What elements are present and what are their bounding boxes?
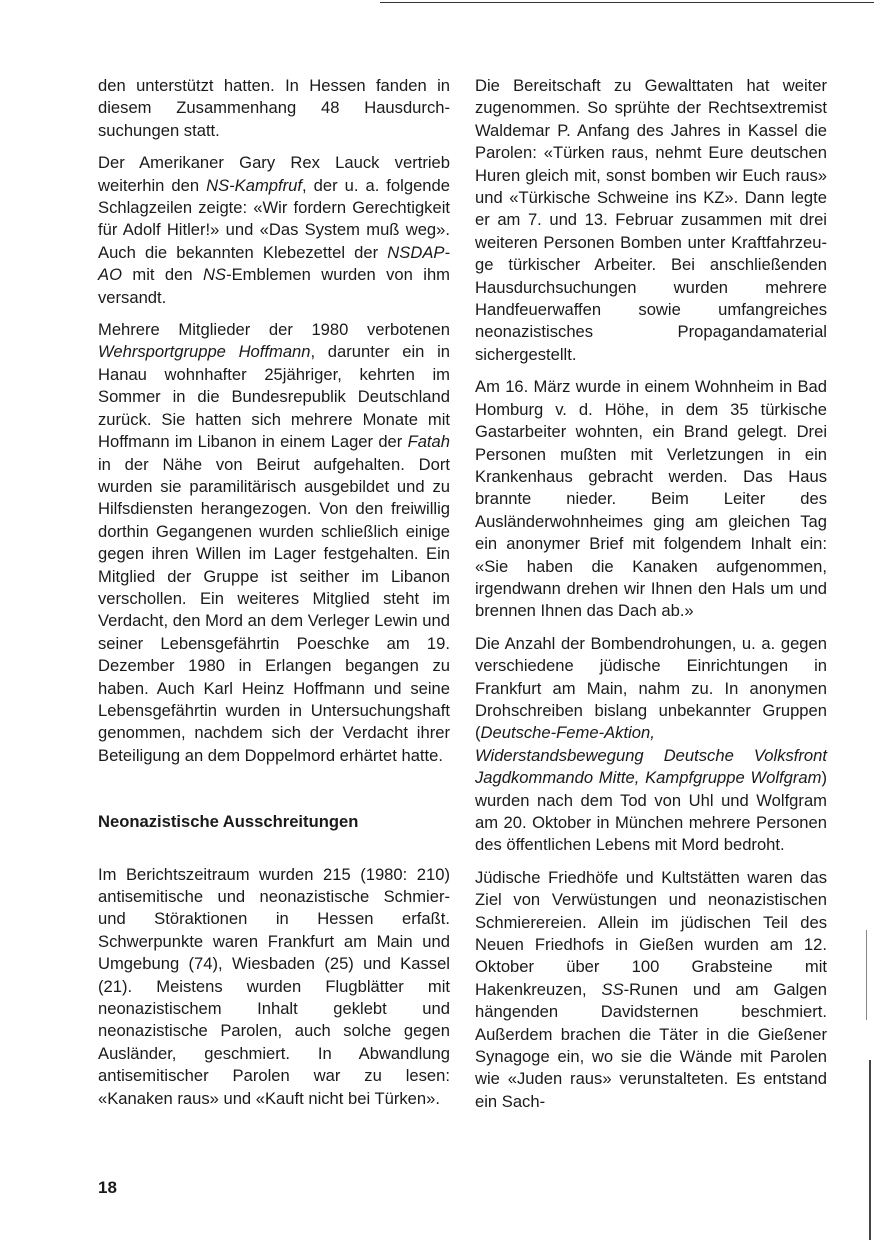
paragraph: Mehrere Mitglieder der 1980 verbotenen Wehrsportgruppe Hoffmann, darunter ein in Hanau wohnhafter 25jähriger, kehrten im Sommer in die Bundesrepublik Deutschland zurück. Sie hatten sich mehrere Monate mit Hoffmann im Libanon in einem Lager der Fatah in der Nähe von Beirut aufgehalten. Dort wurden sie paramilitärisch ausgebildet und zu Hilfsdiensten herangezogen. Von den freiwillig dorthin Gegangenen wurden schließlich einige gegen ihren Willen im Lager festgehalten. Ein Mitglied der Gruppe ist seither im Libanon verschollen. Ein weiteres Mitglied steht im Verdacht, den Mord an dem Verleger Lewin und seiner Lebensgefährtin Poeschke am 19. Dezember 1980 in Erlangen begangen zu haben. Auch Karl Heinz Hoffmann und seine Lebensgefährtin wurden in Untersuchungshaft genommen, nachdem sich der Verdacht ihrer Beteiligung an dem Doppelmord erhärtet hatte.	[98, 320, 450, 765]
scan-edge-mark	[869, 1060, 871, 1240]
paragraph: Die Bereitschaft zu Gewalttaten hat weiter zugenommen. So sprühte der Rechtsextremist Waldemar P. Anfang des Jahres in Kassel die Parolen: «Türken raus, nehmt Eure deutschen Huren gleich mit, sonst bomben wir Euch raus» und «Türkische Schweine ins KZ». Dann legte er am 7. und 13. Februar zusammen mit drei weiteren Personen Bomben unter Kraftfahrzeuge türkischer Arbeiter. Bei anschließenden Hausdurchsuchungen wurden mehrere Handfeuerwaffen sowie umfangreiches neonazistisches Propagandamaterial sichergestellt.	[475, 76, 827, 364]
paragraph: Die Anzahl der Bombendrohungen, u. a. gegen verschiedene jüdische Einrichtungen in Frankfurt am Main, nahm zu. In anonymen Drohschreiben bislang unbekannter Gruppen (Deutsche-Feme-Aktion, Widerstandsbewegung Deutsche Volksfront Jagdkommando Mitte, Kampfgruppe Wolfgram) wurden nach dem Tod von Uhl und Wolfgram am 20. Oktober in München mehrere Personen des öffentlichen Lebens mit Mord bedroht.	[475, 633, 827, 855]
scan-edge-mark	[866, 930, 867, 1020]
paragraph: Jüdische Friedhöfe und Kultstätten waren das Ziel von Verwüstungen und neonazistischen Schmierereien. Allein im jüdischen Teil des Neuen Friedhofs in Gießen wurden am 12. Oktober über 100 Grabsteine mit Hakenkreuzen, SS-Runen und am Galgen hängenden Davidsternen beschmiert. Außerdem brachen die Täter in die Gießener Synagoge ein, wo sie die Wände mit Parolen wie «Juden raus» verunstalteten. Es entstand ein Sach-	[475, 867, 827, 1111]
left-column	[98, 75, 450, 1120]
page-number: 18	[98, 1178, 117, 1197]
paragraph: Der Amerikaner Gary Rex Lauck vertrieb weiterhin den NS-Kampfruf, der u. a. folgende Schlagzeilen zeigte: «Wir fordern Gerechtigkeit für Adolf Hitler!» und «Das System muß weg». Auch die bekannten Klebezettel der NSDAP-AO mit den NS-Emblemen wurden von ihm versandt.	[98, 153, 451, 307]
right-column	[475, 75, 827, 1113]
section-heading: Neonazistische Ausschreitungen	[98, 812, 359, 832]
paragraph: den unterstützt hatten. In Hessen fanden in diesem Zusammenhang 48 Hausdurchsuchungen statt.	[98, 76, 450, 140]
top-rule	[380, 2, 874, 3]
paragraph: Am 16. März wurde in einem Wohnheim in Bad Homburg v. d. Höhe, in dem 35 türkische Gastarbeiter wohnten, ein Brand gelegt. Drei Personen mußten mit Verletzungen in ein Krankenhaus gebracht werden. Das Haus brannte nieder. Beim Leiter des Ausländerwohnheimes ging am gleichen Tag ein anonymer Brief mit folgendem Inhalt ein: «Sie haben die Kanaken aufgenommen, irgendwann drehen wir Ihnen den Hals um und brennen Ihnen das Dach ab.»	[475, 377, 827, 621]
paragraph: Im Berichtszeitraum wurden 215 (1980: 210) antisemitische und neonazistische Schmier- und Störaktionen in Hessen erfaßt. Schwerpunkte waren Frankfurt am Main und Umgebung (74), Wiesbaden (25) und Kassel (21). Meistens wurden Flugblätter mit neonazistischem Inhalt geklebt und neonazistische Parolen, auch solche gegen Ausländer, geschmiert. In Abwandlung antisemitischer Parolen war zu lesen: «Kanaken raus» und «Kauft nicht bei Türken».	[98, 864, 450, 1108]
